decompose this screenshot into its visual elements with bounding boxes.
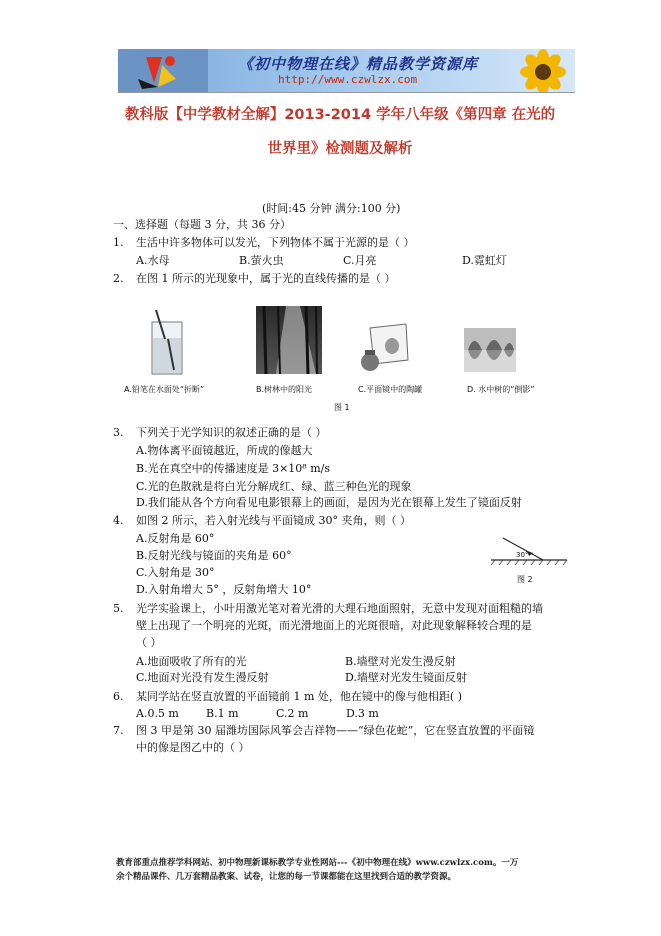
- question-stem: 壁上出现了一个明亮的光斑，而光滑地面上的光斑很暗，对此现象解释较合理的是: [136, 619, 532, 632]
- question-stem: （ ）: [136, 636, 162, 649]
- figure-label: 图 1: [334, 403, 350, 412]
- footer-line1: 教育部重点推荐学科网站、初中物理新课标教学专业性网站---《初中物理在线》www.czwlzx.com。一万: [116, 858, 519, 868]
- question-stem: 中的像是图乙中的（ ）: [136, 741, 250, 754]
- footer-line2: 余个精品课件、几万套精品教案、试卷，让您的每一节课都能在这里找到合适的教学资源。: [116, 872, 457, 882]
- angle-label: 30°: [516, 551, 529, 559]
- forest-sunlight-figure: [256, 306, 322, 374]
- doc-title-line1: 教科版【中学教材全解】2013-2014 学年八年级《第四章 在光的: [124, 107, 556, 123]
- question-number: 6.: [113, 690, 124, 703]
- sunflower-icon: [513, 49, 575, 92]
- figure-caption: D. 水中树的“倒影”: [467, 385, 535, 394]
- question-stem: 光学实验课上，小叶用激光笔对着光滑的大理石地面照射，无意中发现对面粗糙的墙: [136, 602, 543, 615]
- question-number: 4.: [113, 514, 124, 527]
- question-stem: 在图 1 所示的光现象中，属于光的直线传播的是（ ）: [136, 272, 396, 285]
- question-number: 3.: [113, 426, 124, 439]
- question-number: 1.: [113, 236, 124, 249]
- option: B.萤火虫: [239, 254, 284, 267]
- doc-title-line2: 世界里》检测题及解析: [267, 141, 413, 157]
- option: A.水母: [136, 254, 170, 267]
- exam-info: (时间:45 分钟 满分:100 分): [262, 202, 401, 215]
- question-stem: 某同学站在竖直放置的平面镜前 1 m 处，他在镜中的像与他相距( ): [136, 690, 462, 703]
- glass-pencil-figure: [148, 308, 186, 376]
- question-stem: 生活中许多物体可以发光，下列物体不属于光源的是（ ）: [136, 236, 415, 249]
- question-stem: 下列关于光学知识的叙述正确的是（ ）: [136, 426, 327, 439]
- tree-reflection-figure: [464, 328, 516, 372]
- option: B.墙壁对光发生漫反射: [345, 655, 456, 668]
- option: C.光的色散就是将白光分解成红、绿、蓝三种色光的现象: [136, 480, 412, 493]
- option: A.反射角是 60°: [136, 532, 215, 545]
- option: D.3 m: [346, 707, 379, 720]
- option: C.入射角是 30°: [136, 566, 215, 579]
- question-number: 7.: [113, 724, 124, 737]
- question-number: 2.: [113, 272, 124, 285]
- header-banner: [118, 49, 575, 92]
- option: A.0.5 m: [136, 707, 179, 720]
- question-stem: 图 3 甲是第 30 届潍坊国际风筝会吉祥物——“绿色花蛇”，它在竖直放置的平面镜: [136, 724, 535, 737]
- question-stem: 如图 2 所示，若入射光线与平面镜成 30° 夹角，则（ ）: [136, 514, 411, 527]
- figure-label: 图 2: [517, 575, 533, 584]
- section-heading: 一、选择题（每题 3 分，共 36 分）: [113, 218, 291, 231]
- option: A.物体离平面镜越近，所成的像越大: [136, 444, 313, 457]
- option: A.地面吸收了所有的光: [136, 655, 247, 668]
- question-number: 5.: [113, 602, 124, 615]
- option: C.月亮: [343, 254, 377, 267]
- option: B.反射光线与镜面的夹角是 60°: [136, 549, 292, 562]
- header-divider: [118, 92, 575, 93]
- mirror-pot-figure: [356, 322, 411, 374]
- option: B.1 m: [206, 707, 239, 720]
- option: C.地面对光没有发生漫反射: [136, 671, 269, 684]
- option: D.墙壁对光发生镜面反射: [345, 671, 467, 684]
- banner-title: 《初中物理在线》精品教学资源库: [238, 55, 479, 73]
- option: C.2 m: [276, 707, 309, 720]
- figure-caption: C.平面镜中的陶罐: [358, 385, 423, 394]
- option: D.我们能从各个方向看见电影银幕上的画面，是因为光在银幕上发生了镜面反射: [136, 496, 522, 509]
- option: D.霓虹灯: [462, 254, 507, 267]
- figure-caption: B.树林中的阳光: [256, 385, 313, 394]
- option: D.入射角增大 5° ，反射角增大 10°: [136, 583, 312, 596]
- mirror-angle-diagram: [487, 532, 569, 566]
- banner-url: http://www.czwlzx.com: [278, 73, 418, 86]
- option: B.光在真空中的传播速度是 3×10⁸ m/s: [136, 462, 330, 475]
- figure-caption: A.铅笔在水面处“折断”: [124, 385, 205, 394]
